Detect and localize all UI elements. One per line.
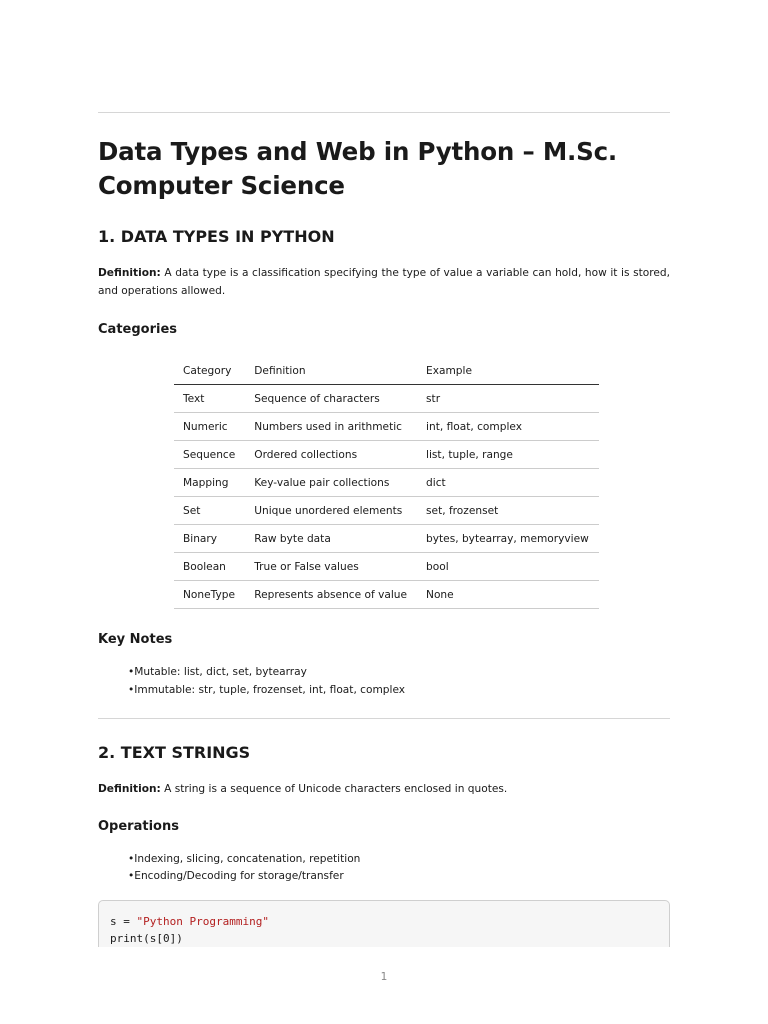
cell-example: list, tuple, range xyxy=(417,441,599,469)
definition-paragraph xyxy=(98,781,670,799)
categories-table xyxy=(174,358,599,609)
cell-category: Text xyxy=(174,385,245,413)
categories-heading: Categories xyxy=(98,322,178,337)
cell-category: Binary xyxy=(174,525,245,553)
operations-heading: Operations xyxy=(98,818,179,834)
table-row xyxy=(174,413,599,441)
table-header-row xyxy=(174,358,599,385)
cell-example: set, frozenset xyxy=(417,497,599,525)
definition-text: A data type is a classification specifying the type of value a variable can hold, how it is stored, and operations allowed. xyxy=(98,267,670,297)
cell-definition: True or False values xyxy=(245,553,417,581)
table-row xyxy=(174,581,599,609)
cell-definition: Key-value pair collections xyxy=(245,469,417,497)
code-string-literal: "Python Programming" xyxy=(136,914,269,928)
code-text: s = xyxy=(110,914,137,928)
cell-definition: Ordered collections xyxy=(245,441,417,469)
definition-paragraph xyxy=(98,265,670,300)
cell-definition: Represents absence of value xyxy=(245,581,417,609)
document-page xyxy=(98,112,670,947)
key-notes-heading: Key Notes xyxy=(98,632,173,647)
cell-example: None xyxy=(417,581,599,609)
table-row xyxy=(174,469,599,497)
cell-example: int, float, complex xyxy=(417,413,599,441)
cell-definition: Sequence of characters xyxy=(245,385,417,413)
page-number: 1 xyxy=(380,971,388,983)
list-item: • Indexing, slicing, concatenation, repetition xyxy=(128,851,670,869)
section-divider xyxy=(98,718,670,719)
section-heading-text-strings: 2. TEXT STRINGS xyxy=(98,743,251,762)
table-row xyxy=(174,441,599,469)
cell-example: dict xyxy=(417,469,599,497)
cell-definition: Unique unordered elements xyxy=(245,497,417,525)
table-row xyxy=(174,385,599,413)
operations-list xyxy=(98,851,670,886)
cell-category: Numeric xyxy=(174,413,245,441)
cell-category: Set xyxy=(174,497,245,525)
top-divider xyxy=(98,112,670,113)
code-text: print(s[0]) xyxy=(110,932,183,945)
cell-definition: Raw byte data xyxy=(245,525,417,553)
cell-category: NoneType xyxy=(174,581,245,609)
list-item: • Immutable: str, tuple, frozenset, int, float, complex xyxy=(128,682,670,700)
list-item: • Encoding/Decoding for storage/transfer xyxy=(128,868,670,886)
table-row xyxy=(174,553,599,581)
table-row xyxy=(174,525,599,553)
definition-text: A string is a sequence of Unicode characters enclosed in quotes. xyxy=(160,783,508,795)
cell-category: Boolean xyxy=(174,553,245,581)
definition-label: Definition: xyxy=(98,267,161,279)
cell-example: bytes, bytearray, memoryview xyxy=(417,525,599,553)
document-title: Data Types and Web in Python – M.Sc. Computer Science xyxy=(98,137,618,200)
header-definition: Definition xyxy=(245,358,417,385)
header-example: Example xyxy=(417,358,599,385)
section-heading-data-types: 1. DATA TYPES IN PYTHON xyxy=(98,227,335,246)
cell-category: Sequence xyxy=(174,441,245,469)
key-notes-list xyxy=(98,664,670,699)
header-category: Category xyxy=(174,358,245,385)
code-block xyxy=(98,900,670,947)
table-row xyxy=(174,497,599,525)
definition-label: Definition: xyxy=(98,783,161,795)
cell-definition: Numbers used in arithmetic xyxy=(245,413,417,441)
cell-example: str xyxy=(417,385,599,413)
cell-category: Mapping xyxy=(174,469,245,497)
cell-example: bool xyxy=(417,553,599,581)
list-item: • Mutable: list, dict, set, bytearray xyxy=(128,664,670,682)
